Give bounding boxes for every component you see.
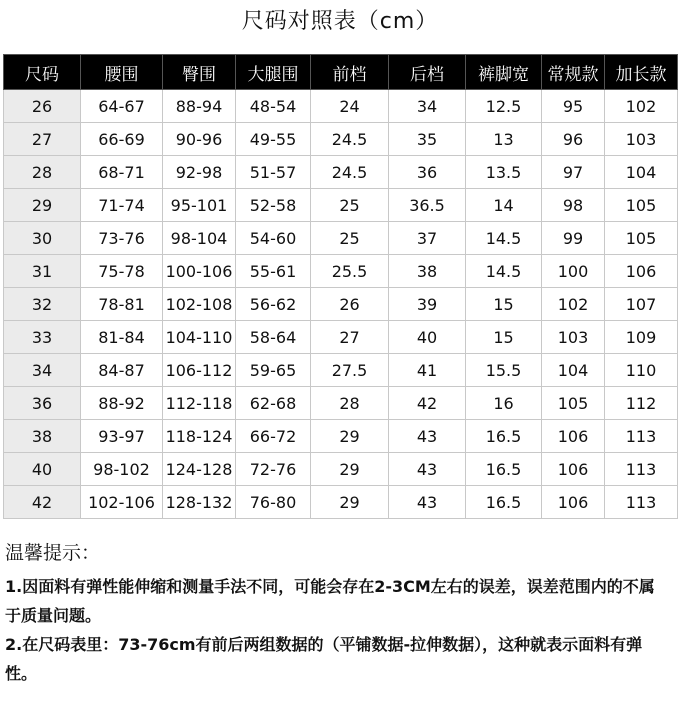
table-cell: 106	[542, 486, 605, 519]
column-header: 腰围	[81, 55, 163, 90]
table-cell: 16	[466, 387, 542, 420]
table-cell: 14.5	[466, 222, 542, 255]
table-cell: 48-54	[236, 90, 311, 123]
size-cell: 27	[4, 123, 81, 156]
table-cell: 106	[542, 453, 605, 486]
table-cell: 113	[605, 453, 678, 486]
table-cell: 28	[311, 387, 389, 420]
table-cell: 124-128	[163, 453, 236, 486]
table-cell: 51-57	[236, 156, 311, 189]
table-cell: 36.5	[389, 189, 466, 222]
table-row	[4, 189, 678, 222]
table-cell: 113	[605, 486, 678, 519]
size-cell: 31	[4, 255, 81, 288]
table-cell: 42	[389, 387, 466, 420]
table-row	[4, 321, 678, 354]
table-row	[4, 453, 678, 486]
table-cell: 29	[311, 486, 389, 519]
table-cell: 106	[605, 255, 678, 288]
column-header: 臀围	[163, 55, 236, 90]
table-cell: 128-132	[163, 486, 236, 519]
table-cell: 112-118	[163, 387, 236, 420]
table-cell: 93-97	[81, 420, 163, 453]
table-row	[4, 486, 678, 519]
size-chart-table	[3, 54, 678, 519]
table-cell: 16.5	[466, 420, 542, 453]
table-row	[4, 156, 678, 189]
table-cell: 35	[389, 123, 466, 156]
table-row	[4, 387, 678, 420]
size-cell: 32	[4, 288, 81, 321]
table-body	[4, 90, 678, 519]
table-cell: 76-80	[236, 486, 311, 519]
table-cell: 92-98	[163, 156, 236, 189]
table-row	[4, 123, 678, 156]
table-cell: 36	[389, 156, 466, 189]
column-header: 前档	[311, 55, 389, 90]
table-cell: 34	[389, 90, 466, 123]
table-cell: 105	[605, 189, 678, 222]
table-row	[4, 255, 678, 288]
table-cell: 24.5	[311, 156, 389, 189]
table-row	[4, 288, 678, 321]
size-cell: 36	[4, 387, 81, 420]
table-cell: 103	[542, 321, 605, 354]
tip-line-2: 2.在尺码表里：73-76cm有前后两组数据的（平铺数据-拉伸数据），这种就表示面料有弹性。	[5, 635, 643, 683]
table-cell: 96	[542, 123, 605, 156]
table-cell: 43	[389, 420, 466, 453]
size-cell: 38	[4, 420, 81, 453]
table-cell: 72-76	[236, 453, 311, 486]
table-cell: 99	[542, 222, 605, 255]
table-cell: 84-87	[81, 354, 163, 387]
table-cell: 62-68	[236, 387, 311, 420]
table-cell: 64-67	[81, 90, 163, 123]
table-cell: 27.5	[311, 354, 389, 387]
table-cell: 13	[466, 123, 542, 156]
table-cell: 105	[605, 222, 678, 255]
table-cell: 14.5	[466, 255, 542, 288]
table-cell: 43	[389, 453, 466, 486]
table-cell: 73-76	[81, 222, 163, 255]
table-cell: 105	[542, 387, 605, 420]
table-cell: 39	[389, 288, 466, 321]
size-cell: 29	[4, 189, 81, 222]
column-header: 尺码	[4, 55, 81, 90]
column-header: 大腿围	[236, 55, 311, 90]
table-cell: 52-58	[236, 189, 311, 222]
size-cell: 26	[4, 90, 81, 123]
page-title: 尺码对照表（cm）	[241, 9, 439, 34]
table-cell: 14	[466, 189, 542, 222]
column-header: 裤脚宽	[466, 55, 542, 90]
table-cell: 103	[605, 123, 678, 156]
table-cell: 25	[311, 222, 389, 255]
table-cell: 12.5	[466, 90, 542, 123]
table-cell: 102-106	[81, 486, 163, 519]
table-cell: 41	[389, 354, 466, 387]
table-cell: 59-65	[236, 354, 311, 387]
table-cell: 25.5	[311, 255, 389, 288]
size-cell: 28	[4, 156, 81, 189]
table-cell: 112	[605, 387, 678, 420]
size-cell: 30	[4, 222, 81, 255]
size-cell: 34	[4, 354, 81, 387]
table-cell: 55-61	[236, 255, 311, 288]
table-cell: 102	[542, 288, 605, 321]
column-header: 常规款	[542, 55, 605, 90]
tips-title: 温馨提示：	[5, 542, 101, 564]
table-cell: 104	[542, 354, 605, 387]
table-cell: 90-96	[163, 123, 236, 156]
table-cell: 37	[389, 222, 466, 255]
table-cell: 71-74	[81, 189, 163, 222]
table-cell: 58-64	[236, 321, 311, 354]
table-cell: 98-104	[163, 222, 236, 255]
table-row	[4, 222, 678, 255]
table-cell: 29	[311, 420, 389, 453]
table-cell: 118-124	[163, 420, 236, 453]
table-cell: 56-62	[236, 288, 311, 321]
table-cell: 88-92	[81, 387, 163, 420]
table-cell: 88-94	[163, 90, 236, 123]
table-cell: 13.5	[466, 156, 542, 189]
size-cell: 40	[4, 453, 81, 486]
table-cell: 15.5	[466, 354, 542, 387]
table-cell: 49-55	[236, 123, 311, 156]
column-header: 后档	[389, 55, 466, 90]
table-cell: 98-102	[81, 453, 163, 486]
column-header: 加长款	[605, 55, 678, 90]
table-cell: 27	[311, 321, 389, 354]
table-cell: 43	[389, 486, 466, 519]
table-cell: 81-84	[81, 321, 163, 354]
table-cell: 107	[605, 288, 678, 321]
table-cell: 15	[466, 288, 542, 321]
table-cell: 66-69	[81, 123, 163, 156]
table-cell: 68-71	[81, 156, 163, 189]
table-cell: 75-78	[81, 255, 163, 288]
table-cell: 98	[542, 189, 605, 222]
table-cell: 16.5	[466, 486, 542, 519]
table-cell: 104-110	[163, 321, 236, 354]
table-cell: 113	[605, 420, 678, 453]
table-cell: 95-101	[163, 189, 236, 222]
table-cell: 24	[311, 90, 389, 123]
table-cell: 106	[542, 420, 605, 453]
table-cell: 38	[389, 255, 466, 288]
table-cell: 104	[605, 156, 678, 189]
table-cell: 66-72	[236, 420, 311, 453]
table-header-row	[4, 55, 678, 90]
table-cell: 95	[542, 90, 605, 123]
size-cell: 42	[4, 486, 81, 519]
table-cell: 100	[542, 255, 605, 288]
table-cell: 15	[466, 321, 542, 354]
table-cell: 97	[542, 156, 605, 189]
table-cell: 24.5	[311, 123, 389, 156]
table-cell: 102	[605, 90, 678, 123]
table-cell: 25	[311, 189, 389, 222]
table-cell: 54-60	[236, 222, 311, 255]
table-cell: 102-108	[163, 288, 236, 321]
table-cell: 16.5	[466, 453, 542, 486]
size-cell: 33	[4, 321, 81, 354]
table-cell: 40	[389, 321, 466, 354]
table-cell: 29	[311, 453, 389, 486]
tip-line-1: 1.因面料有弹性能伸缩和测量手法不同，可能会存在2-3CM左右的误差，误差范围内的不属于质量问题。	[5, 577, 655, 625]
table-row	[4, 90, 678, 123]
table-cell: 110	[605, 354, 678, 387]
table-row	[4, 420, 678, 453]
table-cell: 106-112	[163, 354, 236, 387]
table-cell: 26	[311, 288, 389, 321]
table-cell: 100-106	[163, 255, 236, 288]
table-cell: 109	[605, 321, 678, 354]
table-row	[4, 354, 678, 387]
table-cell: 78-81	[81, 288, 163, 321]
